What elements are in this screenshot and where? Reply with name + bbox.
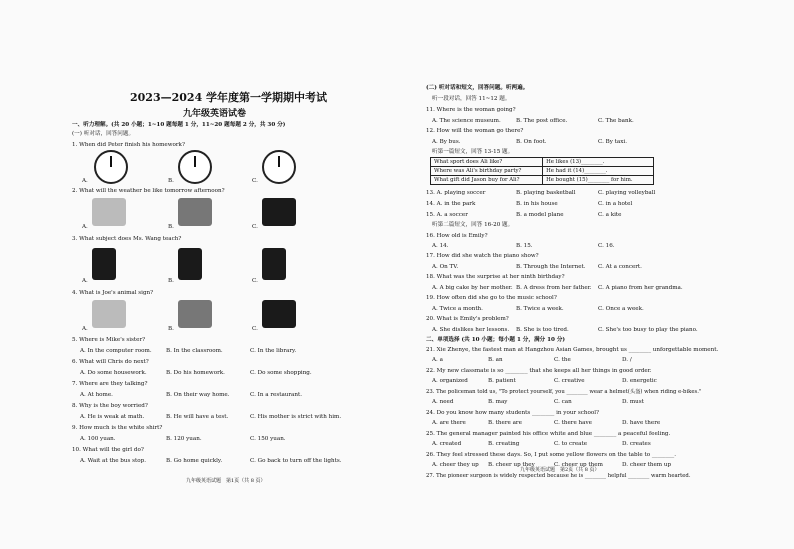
option-b: B. a model plane (516, 212, 564, 218)
question-19: 19. How often did she go to the music school? (426, 295, 557, 301)
option-b: B. may (488, 399, 508, 405)
option-c: C. a kite (598, 212, 622, 218)
question-24: 24. Do you know how many students ________ in your school? (426, 410, 600, 416)
option-c: C. His mother is strict with him. (250, 414, 342, 420)
option-b: B. On their way home. (166, 392, 230, 398)
table-cell: What sport does Ali like? (431, 158, 543, 167)
option-c: C. In the library. (250, 348, 297, 354)
option-b: B. Twice a week. (516, 306, 564, 312)
tiger-icon (178, 300, 212, 328)
sun-cloud-icon (262, 198, 296, 226)
page-footer-right: 九年级英语试题 第2页（共 8 页） (520, 467, 600, 473)
question-13: 13. A. playing soccer (426, 190, 486, 196)
table-cell: He bought (15)________ for him. (543, 176, 654, 185)
instruction-16-20: 听第二篇短文，回答 16-20 题。 (432, 222, 514, 228)
table-row (431, 158, 654, 167)
question-1: 1. When did Peter finish his homework? (72, 142, 185, 148)
question-15: 15. A. a soccer (426, 212, 468, 218)
option-a: A. cheer they up (432, 462, 479, 468)
table-cell: He likes (13)________. (543, 158, 654, 167)
option-d: D. energetic (622, 378, 657, 384)
option-b: B. playing basketball (516, 190, 576, 196)
option-c: C. The bank. (598, 118, 634, 124)
question-22: 22. My new classmate is so ________ that she keeps all her things in good order. (426, 368, 652, 374)
table-cell: He had it (14)________. (543, 167, 654, 176)
option-b: B. cheer up they (488, 462, 535, 468)
exam-title: 2023—2024 学年度第一学期期中考试 (130, 91, 328, 104)
option-c: C. in a hotel (598, 201, 633, 207)
question-6: 6. What will Chris do next? (72, 359, 149, 365)
option-b: B. A dress from her father. (516, 285, 592, 291)
book-icon (92, 248, 116, 280)
option-c: C. to create (554, 441, 588, 447)
option-c: C. 150 yuan. (250, 436, 286, 442)
option-b: B. there are (488, 420, 522, 426)
option-a: A. Do some housework. (80, 370, 147, 376)
option-label-b: B. (168, 178, 174, 184)
question-21: 21. Xie Zhenye, the fastest man at Hangzhou Asian Games, brought us ________ unforgettable moment. (426, 347, 719, 353)
option-b: B. 120 yuan. (166, 436, 202, 442)
option-c: C. She's too busy to play the piano. (598, 327, 698, 333)
question-12: 12. How will the woman go there? (426, 128, 524, 134)
question-4: 4. What is Joe's animal sign? (72, 290, 154, 296)
pig-icon (92, 300, 126, 328)
question-11: 11. Where is the woman going? (426, 107, 516, 113)
option-b: B. 15. (516, 243, 533, 249)
option-label-a: A. (82, 278, 88, 284)
option-d: D. must (622, 399, 644, 405)
option-a: A. A big cake by her mother. (432, 285, 513, 291)
option-b: B. Do his homework. (166, 370, 225, 376)
option-a: A. On TV. (432, 264, 459, 270)
question-16: 16. How old is Emily? (426, 233, 488, 239)
option-a: A. At home. (80, 392, 113, 398)
instruction-11-12: 听一段对话，回答 11~12 题。 (432, 96, 511, 102)
ox-icon (262, 300, 296, 328)
option-label-a: A. (82, 178, 88, 184)
option-b: B. He will have a test. (166, 414, 229, 420)
option-c: C. playing volleyball (598, 190, 656, 196)
option-label-b: B. (168, 278, 174, 284)
option-label-c: C. (252, 224, 258, 230)
table-row (431, 176, 654, 185)
info-table (430, 157, 654, 185)
question-9: 9. How much is the white shirt? (72, 425, 163, 431)
book-icon (178, 248, 202, 280)
option-a: A. In the computer room. (80, 348, 152, 354)
umbrella-rain-icon (178, 198, 212, 226)
option-c: C. creative (554, 378, 585, 384)
option-a: A. She dislikes her lessons. (432, 327, 510, 333)
section-listening-a: (一) 听对话，回答问题。 (72, 131, 135, 137)
option-label-a: A. (82, 224, 88, 230)
option-b: B. Go home quickly. (166, 458, 223, 464)
option-a: A. created (432, 441, 462, 447)
question-20: 20. What is Emily's problem? (426, 316, 509, 322)
snowman-icon (92, 198, 126, 226)
option-a: A. The science museum. (432, 118, 501, 124)
clock-icon (178, 150, 212, 184)
question-26: 26. They feel stressed these days. So, I put some yellow flowers on the table to ________. (426, 452, 677, 458)
option-b: B. She is too tired. (516, 327, 569, 333)
option-b: B. patient (488, 378, 516, 384)
question-17: 17. How did she watch the piano show? (426, 253, 539, 259)
option-b: B. On foot. (516, 139, 547, 145)
clock-icon (262, 150, 296, 184)
option-c: C. 16. (598, 243, 615, 249)
table-row (431, 167, 654, 176)
option-c: C. cheer up them (554, 462, 603, 468)
option-a: A. By bus. (432, 139, 461, 145)
option-b: B. an (488, 357, 503, 363)
option-a: A. need (432, 399, 454, 405)
option-label-b: B. (168, 224, 174, 230)
section-single-choice: 二、单项选择 (共 10 小题；每小题 1 分，满分 10 分) (426, 337, 566, 343)
option-c: C. A piano from her grandma. (598, 285, 683, 291)
question-7: 7. Where are they talking? (72, 381, 148, 387)
option-a: A. a (432, 357, 443, 363)
question-10: 10. What will the girl do? (72, 447, 144, 453)
question-3: 3. What subject does Ms. Wang teach? (72, 236, 182, 242)
option-c: C. By taxi. (598, 139, 627, 145)
question-18: 18. What was the surprise at her ninth birthday? (426, 274, 565, 280)
question-8: 8. Why is the boy worried? (72, 403, 148, 409)
option-b: B. Through the Internet. (516, 264, 586, 270)
option-label-a: A. (82, 326, 88, 332)
option-d: D. / (622, 357, 632, 363)
option-label-b: B. (168, 326, 174, 332)
page-footer-left: 九年级英语试题 第1页（共 8 页） (186, 478, 266, 484)
option-label-c: C. (252, 326, 258, 332)
option-c: C. Go back to turn off the lights. (250, 458, 342, 464)
table-cell: Where was Ali's birthday party? (431, 167, 543, 176)
question-23: 23. The policeman told us, "To protect yourself, you ________ wear a helmet(头盔) when riding e-bikes." (426, 389, 702, 395)
option-b: B. in his house (516, 201, 558, 207)
option-c: C. At a concert. (598, 264, 642, 270)
option-label-c: C. (252, 278, 258, 284)
instruction-13-15: 听第一篇短文，回答 13-15 题。 (432, 149, 514, 155)
option-a: A. are there (432, 420, 466, 426)
option-c: C. Once a week. (598, 306, 644, 312)
question-2: 2. What will the weather be like tomorrow afternoon? (72, 188, 225, 194)
option-c: C. there have (554, 420, 592, 426)
option-a: A. 100 yuan. (80, 436, 116, 442)
option-b: B. The post office. (516, 118, 568, 124)
option-d: D. creates (622, 441, 651, 447)
option-a: A. He is weak at math. (80, 414, 145, 420)
option-c: C. In a restaurant. (250, 392, 303, 398)
option-b: B. In the classroom. (166, 348, 223, 354)
option-a: A. Twice a month. (432, 306, 483, 312)
book-icon (262, 248, 286, 280)
option-d: D. cheer them up (622, 462, 672, 468)
option-b: B. creating (488, 441, 520, 447)
section-listening: 一、听力理解。(共 20 小题；1~10 题每题 1 分，11~20 题每题 2 分，共 30 分) (72, 122, 286, 128)
table-cell: What gift did Jason buy for Ali? (431, 176, 543, 185)
option-d: D. have there (622, 420, 661, 426)
option-a: A. Wait at the bus stop. (80, 458, 146, 464)
option-c: C. can (554, 399, 572, 405)
question-14: 14. A. in the park (426, 201, 476, 207)
question-27: 27. The pioneer surgeon is widely respected because he is ________ helpful ________ warm hearted. (426, 473, 691, 479)
exam-subtitle: 九年级英语试卷 (183, 109, 247, 119)
question-25: 25. The general manager painted his office white and blue ________ a peaceful feeling. (426, 431, 671, 437)
clock-icon (94, 150, 128, 184)
option-label-c: C. (252, 178, 258, 184)
option-a: A. 14. (432, 243, 449, 249)
question-5: 5. Where is Mike's sister? (72, 337, 146, 343)
option-a: A. organized (432, 378, 468, 384)
option-c: C. Do some shopping. (250, 370, 312, 376)
section-listening-b: (二) 听对话和短文，回答问题。听两遍。 (426, 85, 529, 91)
option-c: C. the (554, 357, 571, 363)
